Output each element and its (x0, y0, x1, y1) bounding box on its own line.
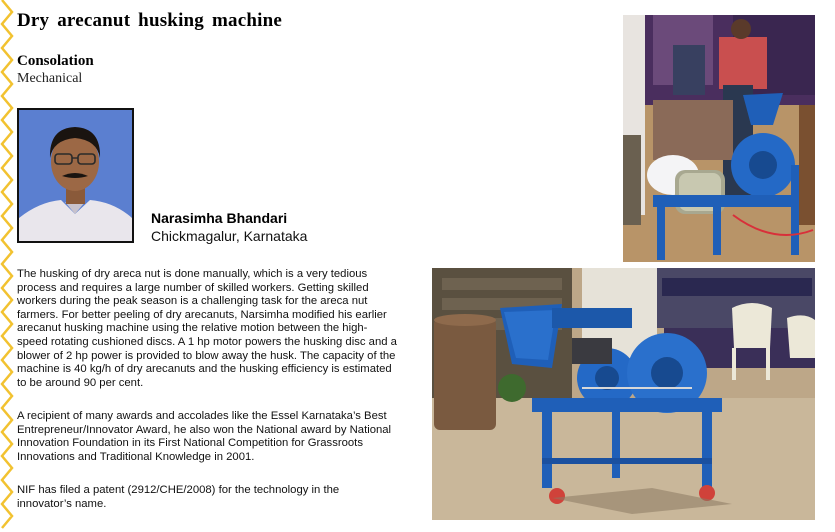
page-title: Dry arecanut husking machine (17, 10, 282, 31)
award-subcategory: Mechanical (17, 71, 83, 86)
innovator-portrait (17, 108, 134, 243)
innovator-location: Chickmagalur, Karnataka (151, 228, 308, 244)
decorative-zigzag-border (0, 0, 16, 532)
machine-photo-bottom (432, 268, 815, 520)
description-paragraph: The husking of dry areca nut is done manually, which is a very tedious process and requires a large number of skilled workers. Getting skilled workers during the peak season is a challenging task for the areca nut farmers. For better peeling of dry arecanuts, Narsimha modified his earlier arecanut husking machine using the relative motion between the high-speed rotating cushioned discs. A 1 hp motor powers the husking disc and a blower of 2 hp power is provided to blow away the husk. The capacity of the machine is 40 kg/h of dry arecanuts and the husking efficiency is estimated to be around 90 per cent. (17, 268, 397, 389)
machine-photo-top (623, 15, 815, 262)
award-category: Consolation (17, 53, 94, 69)
innovator-name: Narasimha Bhandari (151, 210, 288, 226)
awards-paragraph: A recipient of many awards and accolades like the Essel Karnataka’s Best Entrepreneur/Innovator Award, he also won the National award by National Innovation Foundation in its First National Competition for Grassroots Innovations and Traditional Knowledge in 2001. (17, 410, 392, 463)
patent-paragraph: NIF has filed a patent (2912/CHE/2008) for the technology in the innovator’s name. (17, 484, 340, 510)
